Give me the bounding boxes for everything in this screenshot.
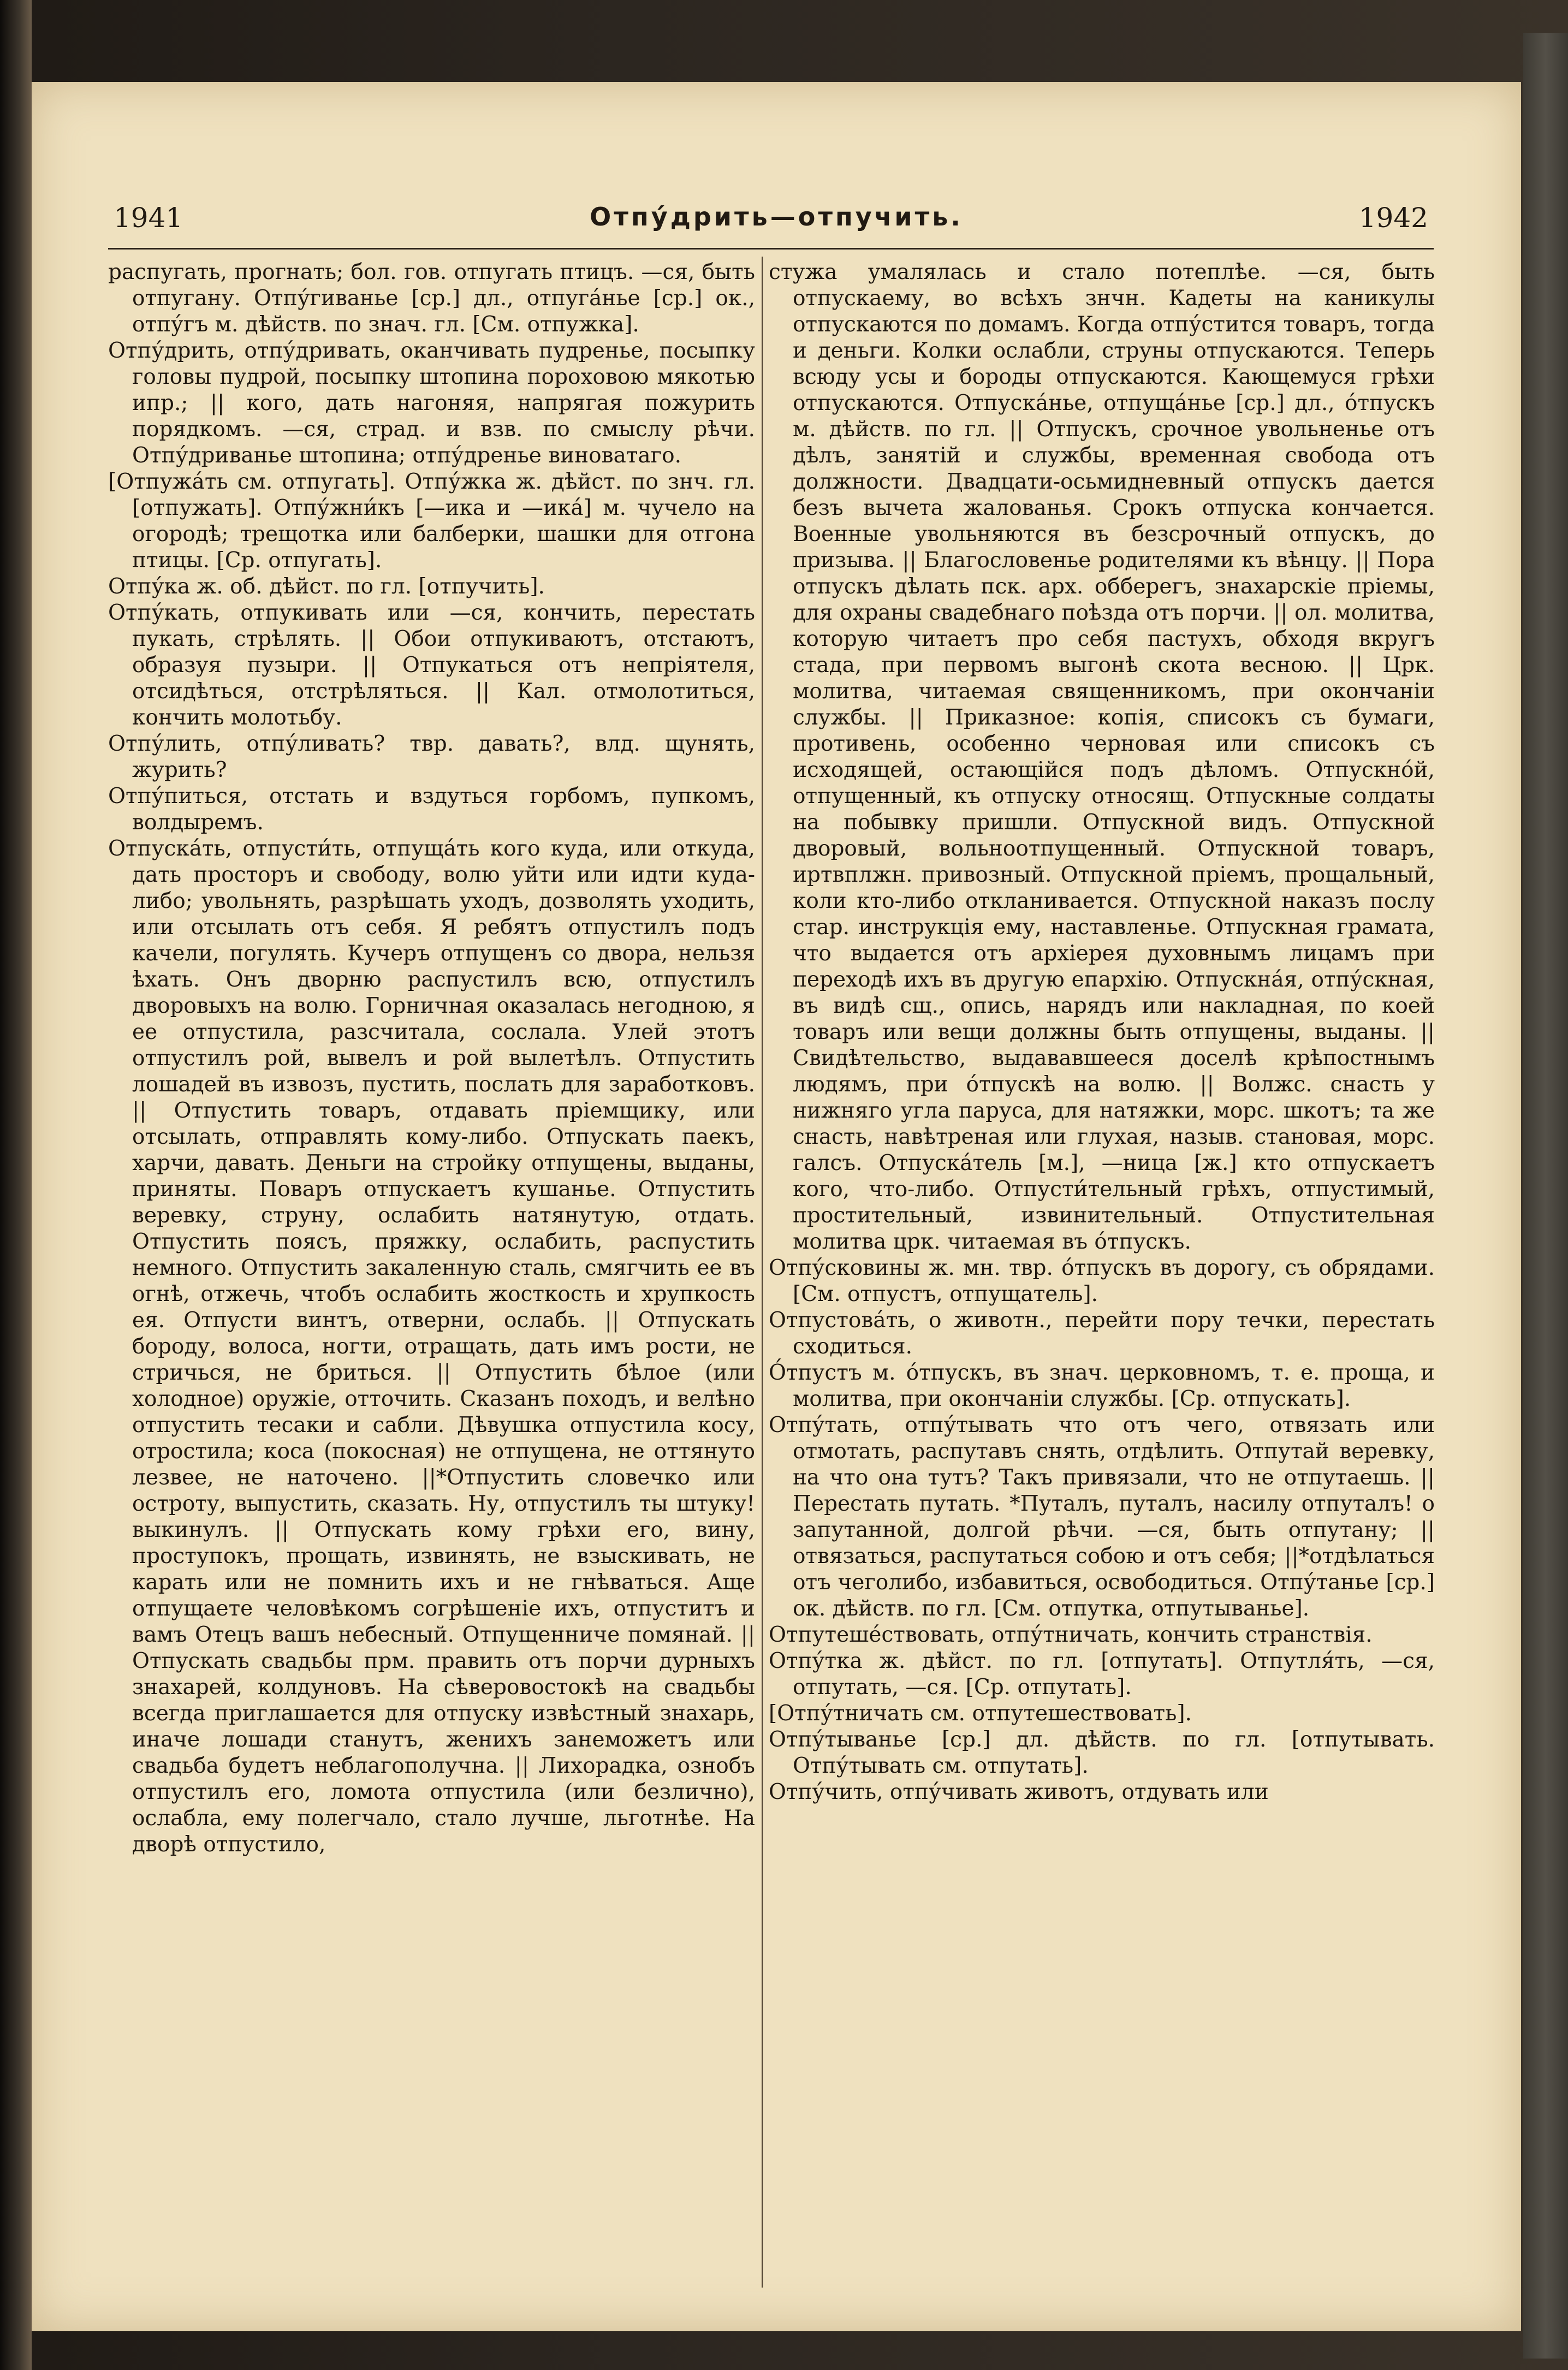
dictionary-entry: [769, 1360, 1442, 1412]
dictionary-entry: [108, 731, 762, 783]
book-spine: [0, 0, 32, 2370]
entry-text: Отпу́кать, отпукивать или —ся, кончить, перестать пукать, стрѣлять. || Обои отпукиваютъ, отстаютъ, образуя пузыри. || Отпукаться отъ непріятеля, отсидѣться, отстрѣляться. || Кал. отмолотиться, кончить молотьбу.: [108, 601, 762, 730]
dictionary-entry: [769, 1701, 1435, 1727]
entry-text: Отпу́ка ж. об. дѣйст. по гл. [отпучить].: [108, 574, 545, 599]
dictionary-entry: [769, 1255, 1442, 1308]
dictionary-entry: [769, 1622, 1435, 1648]
header-rule: [108, 248, 1434, 250]
right-page-number: 1942: [1358, 202, 1428, 234]
entry-text: Отпуска́ть, отпусти́ть, отпуща́ть кого куда, или откуда, дать просторъ и свободу, волю уйти или идти куда-либо; увольнять, разрѣшать уходъ, дозволять уходить, или отсылать отъ себя. Я ребятъ отпустилъ подъ качели, погулять. Кучеръ отпущенъ со двора, нельзя ѣхать. Онъ дворню распустилъ всю, отпустилъ дворовыхъ на волю. Горничная оказалась негодною, я ее отпустила, разсчитала, сослала. Улей этотъ отпустилъ рой, вывелъ и рой вылетѣлъ. Отпустить лошадей въ извозъ, пустить, послать для заработковъ. || Отпустить товаръ, отдавать пріемщику, или отсылать, отправлять кому-либо. Отпускать паекъ, харчи, давать. Деньги на стройку отпущены, выданы, приняты. Поваръ отпускаетъ кушанье. Отпустить веревку, струну, ослабить натянутую, отдать. Отпустить поясъ, пряжку, ослабить, распустить немного. Отпустить закаленную сталь, смягчить ее въ огнѣ, отжечь, чтобъ ослабить жосткость и хрупкость ея. Отпусти винтъ, отверни, ослабь. || Отпускать бороду, волоса, ногти, отращать, дать имъ рости, не стричься, не бриться. || Отпустить бѣлое (или холодное) оружіе, отточить. Сказанъ походъ, и велѣно отпустить тесаки и сабли. Дѣвушка отпустила косу, отростила; коса (покосная) не отпущена, не оттянуто лезвее, не наточено. ||*Отпустить словечко или остроту, выпустить, сказать. Ну, отпустилъ ты штуку! выкинулъ. || Отпускать кому грѣхи его, вину, проступокъ, прощать, извинять, не взыскивать, не карать или не помнить ихъ и не гнѣваться. Аще отпущаете человѣкомъ согрѣшеніе ихъ, отпуститъ и вамъ Отецъ вашъ небесный. Отпущенниче помянай. || Отпускать свадьбы прм. править отъ порчи дурныхъ знахарей, колдуновъ. На сѣверовостокѣ на свадьбы всегда приглашается для отпуску извѣстный знахарь, иначе лошади станутъ, женихъ занеможетъ или свадьба будетъ неблагополучна. || Лихорадка, ознобъ отпустилъ его, ломота отпустила (или безлично), ослабла, ему полегчало, стало лучше, льготнѣе. На дворѣ отпустило,: [108, 836, 762, 1857]
dictionary-entry: [769, 1779, 1435, 1805]
dictionary-entry: [108, 259, 762, 338]
entry-text: Отпу́чить, отпу́чивать животъ, отдувать или: [769, 1780, 1269, 1804]
entry-text: Отпу́питься, отстать и вздуться горбомъ, пупкомъ, волдыремъ.: [108, 784, 762, 835]
dictionary-entry: [108, 783, 762, 836]
entry-text: Отпу́сковины ж. мн. твр. о́тпускъ въ дорогу, съ обрядами. [См. отпустъ, отпущатель].: [769, 1256, 1442, 1306]
entry-text: Отпу́тка ж. дѣйст. по гл. [отпутать]. Отпутля́ть, —ся, отпутать, —ся. [Ср. отпутать].: [769, 1649, 1442, 1700]
dictionary-entry: [108, 574, 755, 600]
book-cover-edge: [1523, 33, 1568, 2359]
entry-text: стужа умалялась и стало потеплѣе. —ся, быть отпускаему, во всѣхъ знчн. Кадеты на каникулы отпускаются по домамъ. Когда отпу́стится товаръ, тогда и деньги. Колки ослабли, струны отпускаются. Теперь всюду усы и бороды отпускаются. Кающемуся грѣхи отпускаются. Отпуска́нье, отпуща́нье [ср.] дл., о́тпускъ м. дѣйств. по гл. || Отпускъ, срочное увольненье отъ дѣлъ, занятій и службы, временная свобода отъ должности. Двадцати-осьмидневный отпускъ дается безъ вычета жалованья. Срокъ отпуска кончается. Военные увольняются въ безсрочный отпускъ, до призыва. || Благословенье родителями къ вѣнцу. || Пора отпускъ дѣлать пск. арх. обберегъ, знахарскіе пріемы, для охраны свадебнаго поѣзда отъ порчи. || ол. молитва, которую читаетъ про себя пастухъ, обходя вкругъ стада, при первомъ выгонѣ скота весною. || Црк. молитва, читаемая священникомъ, при окончаніи службы. || Приказное: копія, списокъ съ бумаги, противень, особенно черновая или списокъ съ исходящей, остающійся подъ дѣломъ. Отпускно́й, отпущенный, къ отпуску относящ. Отпускные солдаты на побывку пришли. Отпускной видъ. Отпускной дворовый, вольноотпущенный. Отпускной товаръ, иртвплжн. привозный. Отпускной пріемъ, прощальный, коли кто-либо откланивается. Отпускной наказъ послу стар. инструкція ему, наставленье. Отпускная грамата, что выдается отъ архіерея духовнымъ лицамъ при переходѣ ихъ въ другую епархію. Отпускна́я, отпу́скная, въ видѣ сщ., опись, нарядъ или накладная, по коей товаръ или вещи должны быть отпущены, выданы. || Свидѣтельство, выдававшееся доселѣ крѣпостнымъ людямъ, при о́тпускѣ на волю. || Волжс. снасть у нижняго угла паруса, для натяжки, морс. шкотъ; та же снасть, навѣтреная или глухая, назыв. становая, морс. галсъ. Отпуска́тель [м.], —ница [ж.] кто отпускаетъ кого, что-либо. Отпусти́тельный грѣхъ, отпустимый, простительный, извинительный. Отпустительная молитва црк. читаемая въ о́тпускъ.: [769, 260, 1442, 1254]
entry-text: Отпустова́ть, о животн., перейти пору течки, перестать сходиться.: [769, 1308, 1442, 1359]
dictionary-entry: [108, 469, 762, 574]
entry-text: Отпу́дрить, отпу́дривать, оканчивать пудренье, посыпку головы пудрой, посыпку штопина пороховою мякотью ипр.; || кого, дать нагоняя, напрягая пожурить порядкомъ. —ся, страд. и взв. по смыслу рѣчи. Отпу́дриванье штопина; отпу́дренье виноватаго.: [108, 338, 762, 468]
right-column: [769, 259, 1442, 2301]
dictionary-entry: [769, 1727, 1442, 1779]
entry-text: Отпу́лить, отпу́ливать? твр. давать?, влд. щунять, журить?: [108, 732, 762, 782]
dictionary-entry: [108, 338, 762, 469]
entry-text: [Отпужа́ть см. отпугать]. Отпу́жка ж. дѣйст. по знч. гл. [отпужать]. Отпу́жни́къ [—ика и —ика́] м. чучело на огородѣ; трещотка или балберки, шашки для отгона птицы. [Ср. отпугать].: [108, 470, 762, 573]
entry-text: распугать, прогнать; бол. гов. отпугать птицъ. —ся, быть отпугану. Отпу́гиванье [ср.] дл., отпуга́нье [ср.] ок., отпу́гъ м. дѣйств. по знач. гл. [См. отпужка].: [108, 260, 762, 337]
entry-text: [Отпу́тничать см. отпутешествовать].: [769, 1701, 1192, 1726]
dictionary-entry: [108, 836, 762, 1858]
dictionary-page: [32, 82, 1521, 2331]
left-column: [108, 259, 762, 2301]
dictionary-entry: [769, 1308, 1442, 1360]
left-page-number: 1941: [114, 202, 183, 234]
dictionary-entry: [108, 600, 762, 731]
entry-text: О́тпустъ м. о́тпускъ, въ знач. церковномъ, т. е. проща, и молитва, при окончаніи службы. [Ср. отпускать].: [769, 1361, 1442, 1411]
entry-text: Отпутеше́ствовать, отпу́тничать, кончить странствія.: [769, 1623, 1373, 1647]
page-header: [32, 202, 1521, 257]
entry-text: Отпу́тыванье [ср.] дл. дѣйств. по гл. [отпутывать. Отпу́тывать см. отпутать].: [769, 1727, 1442, 1778]
entry-text: Отпу́тать, отпу́тывать что отъ чего, отвязать или отмотать, распутавъ снять, отдѣлить. Отпутай веревку, на что она тутъ? Такъ привязали, что не отпутаешь. || Перестать путать. *Путалъ, путалъ, насилу отпуталъ! о запутанной, долгой рѣчи. —ся, быть отпутану; || отвязаться, распутаться собою и отъ себя; ||*отдѣлаться отъ чеголибо, избавиться, освободиться. Отпу́танье [ср.] ок. дѣйств. по гл. [См. отпутка, отпутыванье].: [769, 1413, 1442, 1621]
dictionary-entry: [769, 1648, 1442, 1701]
running-head-title: Отпу́дрить—отпучить.: [590, 202, 963, 231]
dictionary-entry: [769, 259, 1442, 1255]
dictionary-entry: [769, 1412, 1442, 1622]
